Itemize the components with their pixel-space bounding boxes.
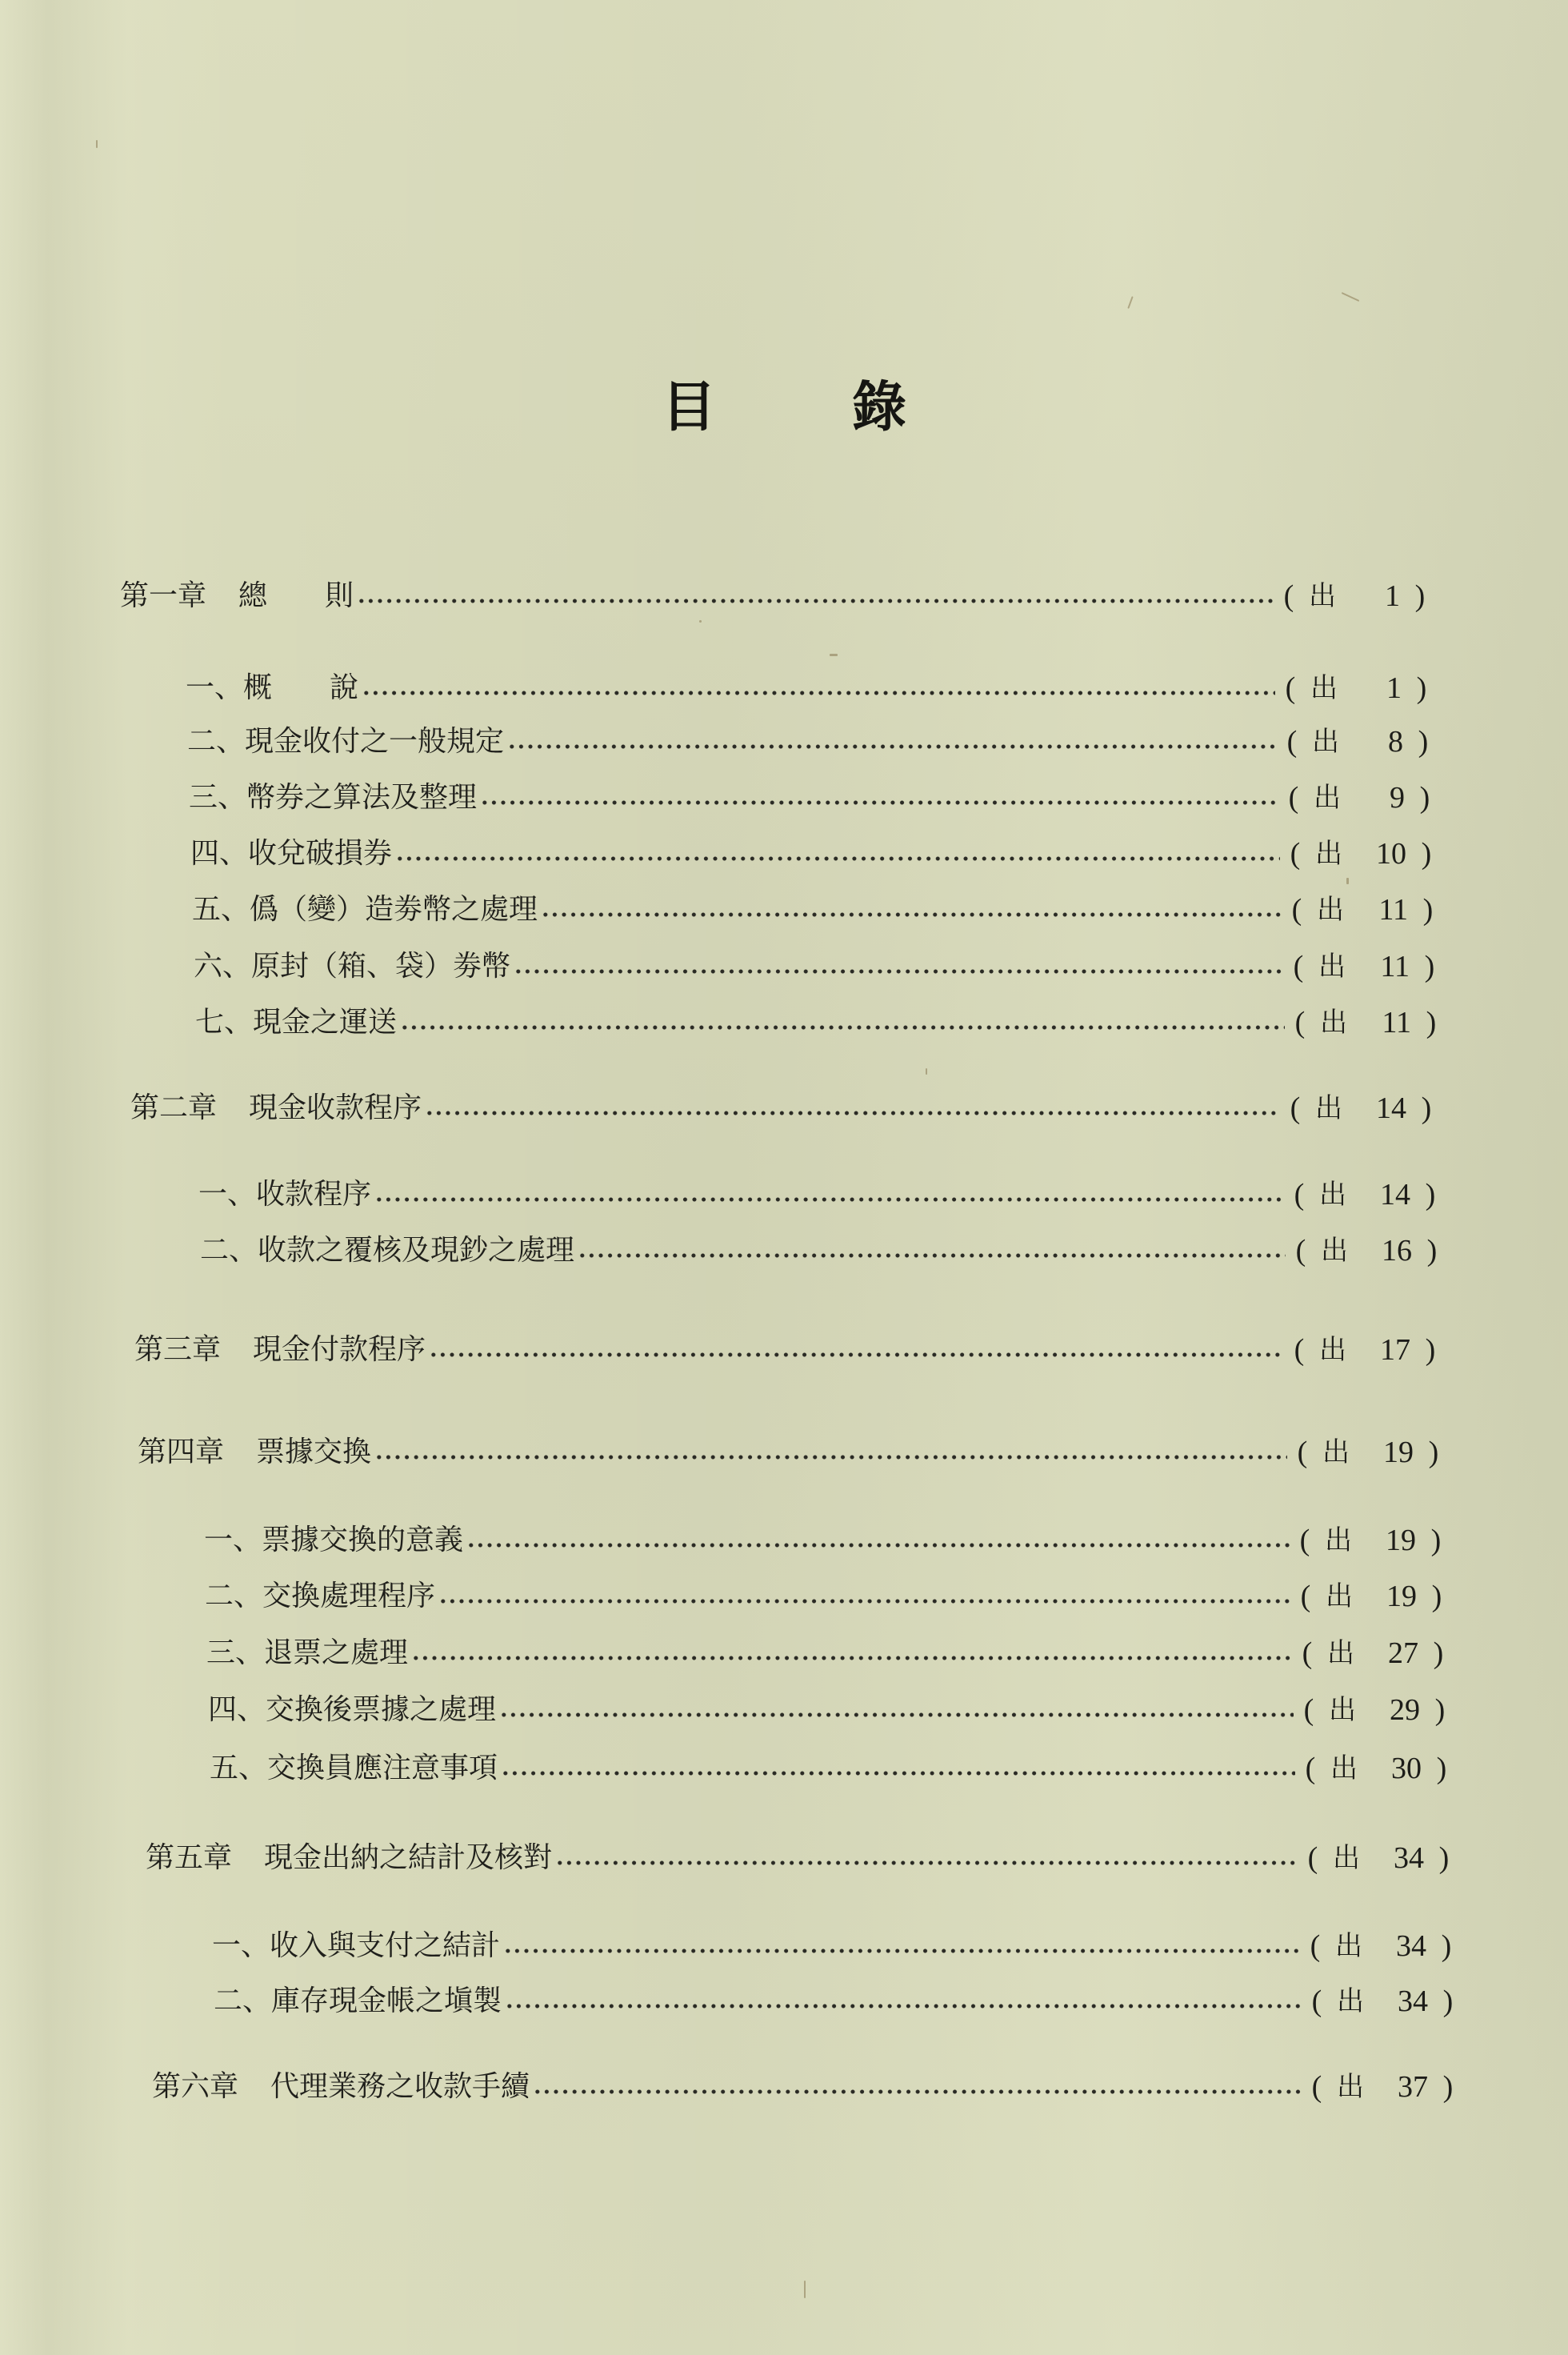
section-title: 票據交換的意義 — [262, 1524, 464, 1556]
dot-leader — [533, 2067, 1302, 2107]
toc-section-row[interactable] — [200, 1231, 1444, 1271]
chapter-title: 總 則 — [238, 579, 354, 612]
section-title: 庫存現金帳之塡製 — [271, 1985, 502, 2017]
dot-leader — [374, 1432, 1287, 1472]
section-number: 五、 — [192, 893, 250, 926]
section-number: 七、 — [195, 1006, 254, 1039]
page-reference: ( 出 1 ) — [1278, 668, 1434, 708]
dot-leader — [374, 1175, 1284, 1215]
section-number: 三、 — [206, 1636, 265, 1669]
page-number: 14 — [1376, 1091, 1406, 1125]
section-label — [187, 722, 504, 762]
chapter-number: 第二章 — [130, 1091, 218, 1124]
page-number: 10 — [1376, 837, 1406, 871]
section-number: 四、 — [190, 837, 249, 870]
chapter-label — [152, 2067, 530, 2107]
dot-leader — [507, 722, 1277, 762]
dot-leader — [395, 834, 1280, 874]
dot-leader — [438, 1576, 1290, 1616]
toc-section-row[interactable] — [198, 1175, 1442, 1215]
dot-leader — [357, 576, 1274, 616]
toc-chapter-row[interactable] — [146, 1838, 1456, 1878]
chapter-number: 第一章 — [120, 579, 207, 612]
page-number: 19 — [1386, 1524, 1416, 1557]
chapter-label — [120, 576, 354, 616]
dot-leader — [499, 1690, 1294, 1730]
section-number: 一、 — [204, 1524, 262, 1556]
chapter-label — [130, 1088, 422, 1128]
section-label — [212, 1926, 500, 1966]
dot-leader — [480, 778, 1278, 818]
page-number: 30 — [1391, 1752, 1422, 1785]
section-number: 五、 — [210, 1752, 268, 1784]
dot-leader — [429, 1330, 1284, 1370]
chapter-label — [146, 1838, 552, 1878]
toc-section-row[interactable] — [186, 668, 1434, 708]
chapter-number: 第四章 — [138, 1436, 225, 1468]
toc-section-row[interactable] — [212, 1926, 1458, 1966]
dot-leader — [514, 947, 1283, 987]
section-title: 交換員應注意事項 — [267, 1752, 498, 1784]
section-title: 收款程序 — [256, 1178, 372, 1211]
page-number: 14 — [1380, 1178, 1410, 1212]
section-label — [208, 1690, 496, 1730]
page-reference: ( 出 11 ) — [1288, 1003, 1443, 1043]
paper-speck — [699, 620, 702, 623]
section-label — [195, 1003, 397, 1043]
dot-leader — [400, 1003, 1285, 1043]
toc-chapter-row[interactable] — [130, 1088, 1438, 1128]
chapter-number: 第六章 — [152, 2070, 239, 2103]
page-number: 34 — [1394, 1841, 1424, 1875]
toc-section-row[interactable] — [190, 834, 1438, 874]
page-reference: ( 出 29 ) — [1297, 1690, 1452, 1730]
page-reference: ( 出 30 ) — [1298, 1748, 1454, 1788]
section-number: 二、 — [205, 1580, 263, 1612]
chapter-title: 票據交換 — [256, 1436, 372, 1468]
chapter-label — [138, 1432, 371, 1472]
section-number: 一、 — [198, 1178, 257, 1211]
page-reference: ( 出 14 ) — [1287, 1175, 1442, 1215]
section-label — [214, 1981, 502, 2021]
toc-chapter-row[interactable] — [120, 576, 1432, 616]
page-number: 11 — [1380, 950, 1410, 983]
page-number: 34 — [1398, 1985, 1428, 2018]
section-label — [205, 1576, 435, 1616]
toc-chapter-row[interactable] — [138, 1432, 1446, 1472]
section-title: 現金之運送 — [253, 1006, 398, 1039]
toc-section-row[interactable] — [214, 1981, 1460, 2021]
section-number: 二、 — [214, 1985, 272, 2017]
toc-section-row[interactable] — [206, 1633, 1450, 1673]
section-number: 二、 — [200, 1234, 258, 1267]
page-reference: ( 出 17 ) — [1287, 1330, 1442, 1370]
section-number: 四、 — [208, 1693, 266, 1726]
page-number: 16 — [1382, 1234, 1412, 1268]
page-reference: ( 出 11 ) — [1286, 947, 1442, 987]
page-number: 17 — [1380, 1333, 1410, 1367]
section-title: 現金收付之一般規定 — [245, 725, 505, 758]
page-reference: ( 出 19 ) — [1293, 1520, 1448, 1560]
page-reference: ( 出 9 ) — [1282, 778, 1437, 818]
paper-speck — [1127, 296, 1133, 309]
page-number: 1 — [1386, 671, 1402, 705]
chapter-title: 現金出納之結計及核對 — [264, 1841, 553, 1874]
toc-section-row[interactable] — [187, 722, 1435, 762]
section-title: 收款之覆核及現鈔之處理 — [258, 1234, 575, 1267]
section-title: 原封（箱、袋）劵幣 — [251, 950, 511, 983]
page-title — [0, 364, 1568, 442]
section-title: 交換後票據之處理 — [266, 1693, 497, 1726]
page-number: 9 — [1390, 781, 1405, 815]
page-number: 11 — [1382, 1006, 1411, 1039]
toc-section-row[interactable] — [192, 890, 1440, 930]
dot-leader — [501, 1748, 1295, 1788]
section-label — [204, 1520, 463, 1560]
section-title: 僞（變）造劵幣之處理 — [250, 893, 538, 926]
page-number: 11 — [1378, 893, 1408, 927]
page-number: 27 — [1388, 1636, 1418, 1670]
page-reference: ( 出 19 ) — [1294, 1576, 1449, 1616]
section-label — [198, 1175, 371, 1215]
page-number: 1 — [1385, 579, 1400, 613]
dot-leader — [466, 1520, 1290, 1560]
paper-speck — [96, 140, 98, 148]
page-reference: ( 出 27 ) — [1295, 1633, 1450, 1673]
dot-leader — [555, 1838, 1298, 1878]
toc-section-row[interactable] — [195, 1003, 1443, 1043]
section-number: 二、 — [187, 725, 246, 758]
chapter-number: 第三章 — [134, 1333, 222, 1366]
toc-section-row[interactable] — [194, 947, 1442, 987]
paper-speck — [1342, 292, 1360, 302]
toc-section-row[interactable] — [205, 1576, 1449, 1616]
section-label — [186, 668, 358, 708]
section-label — [189, 778, 477, 818]
toc-chapter-row[interactable] — [134, 1330, 1442, 1370]
section-title: 收入與支付之結計 — [270, 1929, 501, 1962]
page-number: 19 — [1383, 1436, 1414, 1469]
section-title: 幣券之算法及整理 — [246, 781, 478, 814]
section-label — [206, 1633, 408, 1673]
toc-chapter-row[interactable] — [152, 2067, 1460, 2107]
section-label — [194, 947, 510, 987]
page-number: 34 — [1396, 1929, 1426, 1963]
section-title: 退票之處理 — [264, 1636, 409, 1669]
section-title: 交換處理程序 — [262, 1580, 436, 1612]
dot-leader — [362, 668, 1275, 708]
chapter-title: 代理業務之收款手續 — [270, 2070, 530, 2103]
dot-leader — [411, 1633, 1292, 1673]
dot-leader — [425, 1088, 1280, 1128]
dot-leader — [578, 1231, 1286, 1271]
paper-speck — [1346, 878, 1349, 884]
section-title: 收兌破損券 — [248, 837, 393, 870]
section-number: 一、 — [186, 671, 244, 704]
chapter-number: 第五章 — [146, 1841, 233, 1874]
dot-leader — [505, 1981, 1302, 2021]
page-reference: ( 出 34 ) — [1305, 1981, 1460, 2021]
chapter-label — [134, 1330, 426, 1370]
page-reference: ( 出 19 ) — [1290, 1432, 1446, 1472]
dot-leader — [503, 1926, 1300, 1966]
section-label — [190, 834, 392, 874]
dot-leader — [541, 890, 1282, 930]
section-label — [210, 1748, 498, 1788]
section-label — [200, 1231, 574, 1271]
page-reference: ( 出 16 ) — [1289, 1231, 1444, 1271]
page-number: 29 — [1390, 1693, 1420, 1727]
page-number: 19 — [1386, 1580, 1417, 1613]
toc-section-row[interactable] — [210, 1748, 1454, 1788]
toc-section-row[interactable] — [204, 1520, 1448, 1560]
page-reference: ( 出 34 ) — [1303, 1926, 1458, 1966]
toc-section-row[interactable] — [189, 778, 1437, 818]
page-reference: ( 出 10 ) — [1283, 834, 1438, 874]
page-reference: ( 出 14 ) — [1283, 1088, 1438, 1128]
paper-speck — [830, 654, 838, 656]
paper-speck — [926, 1068, 927, 1075]
page-reference: ( 出 37 ) — [1305, 2067, 1460, 2107]
page-number: 8 — [1388, 725, 1403, 759]
section-title: 概 說 — [243, 671, 359, 704]
page-reference: ( 出 11 ) — [1285, 890, 1440, 930]
section-label — [192, 890, 538, 930]
toc-section-row[interactable] — [208, 1690, 1452, 1730]
section-number: 三、 — [189, 781, 247, 814]
page-reference: ( 出 8 ) — [1280, 722, 1435, 762]
section-number: 六、 — [194, 950, 252, 983]
chapter-title: 現金收款程序 — [249, 1091, 422, 1124]
page-reference: ( 出 1 ) — [1277, 576, 1432, 616]
chapter-title: 現金付款程序 — [253, 1333, 426, 1366]
section-number: 一、 — [212, 1929, 270, 1962]
page-number: 37 — [1398, 2070, 1428, 2104]
page-reference: ( 出 34 ) — [1301, 1838, 1456, 1878]
paper-speck — [804, 2281, 806, 2298]
title-char-1: 目 — [661, 375, 716, 439]
title-char-2: 錄 — [852, 375, 907, 439]
